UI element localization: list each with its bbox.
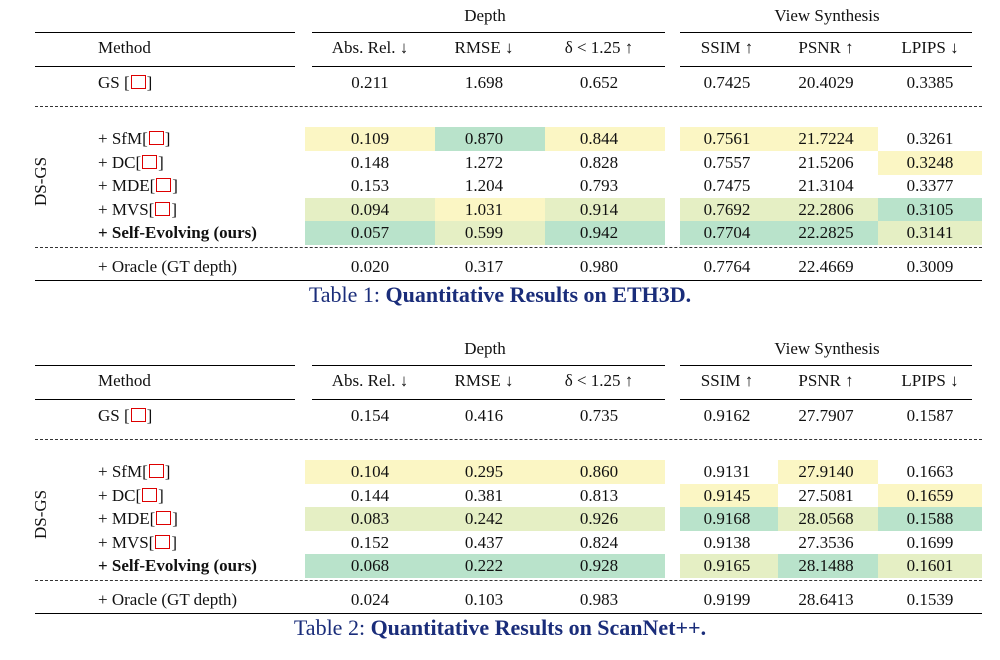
dashed-separator-top — [35, 439, 982, 440]
table-cell: 1.031 — [464, 200, 504, 219]
table-cell: 0.3261 — [906, 129, 954, 148]
oracle-value: 0.024 — [350, 590, 390, 609]
table-cell: 0.437 — [464, 533, 504, 552]
citation-box — [156, 178, 171, 192]
table-cell: 0.813 — [579, 486, 619, 505]
table-cell: 21.3104 — [798, 176, 854, 195]
oracle-value: 0.103 — [464, 590, 504, 609]
oracle-value: 0.7764 — [703, 257, 751, 276]
header-col-1: Abs. Rel. ↓ — [331, 38, 409, 57]
method-name: + Self-Evolving (ours) — [98, 223, 257, 242]
oracle-value: 0.317 — [464, 257, 504, 276]
table-cell: 0.9165 — [703, 556, 751, 575]
dashed-separator-top — [35, 106, 982, 107]
group-header-depth: Depth — [464, 339, 506, 358]
table-cell: 0.7692 — [703, 200, 751, 219]
method-name: + MVS[ — [98, 200, 155, 219]
method-suffix: ] — [146, 73, 153, 92]
dashed-separator-bottom — [35, 247, 982, 248]
baseline-value: 0.154 — [350, 406, 390, 425]
table-cell: 0.870 — [464, 129, 504, 148]
citation-box — [149, 131, 164, 145]
table-cell: 27.3536 — [798, 533, 854, 552]
table-cell: 0.1699 — [906, 533, 954, 552]
baseline-value: 27.7907 — [798, 406, 854, 425]
caption-title: Quantitative Results on ScanNet++. — [370, 615, 707, 640]
caption-title: Quantitative Results on ETH3D. — [385, 282, 692, 307]
table-cell: 0.599 — [464, 223, 504, 242]
table-cell: 0.083 — [350, 509, 390, 528]
method-name: + MVS[ — [98, 533, 155, 552]
method-row-label — [98, 508, 178, 530]
table-cell: 0.9131 — [703, 462, 751, 481]
table-cell: 0.3377 — [906, 176, 954, 195]
header-col-3: δ < 1.25 ↑ — [564, 371, 634, 390]
citation-box — [142, 155, 157, 169]
citation-box — [131, 408, 146, 422]
table-cell: 0.068 — [350, 556, 390, 575]
citation-box — [155, 535, 170, 549]
table-cell: 0.152 — [350, 533, 390, 552]
method-name: + Oracle (GT depth) — [98, 590, 238, 609]
method-name: + MDE[ — [98, 509, 156, 528]
table-cell: 0.844 — [579, 129, 619, 148]
dashed-separator-bottom — [35, 580, 982, 581]
method-suffix: ] — [164, 462, 171, 481]
header-method: Method — [98, 38, 151, 57]
table-cell: 0.7475 — [703, 176, 751, 195]
header-col-2: RMSE ↓ — [454, 371, 514, 390]
rule-top — [35, 32, 295, 33]
rule-depth-group — [312, 32, 665, 33]
baseline-value: 0.211 — [351, 73, 389, 92]
table-cell: 28.1488 — [798, 556, 854, 575]
method-name: GS [ — [98, 406, 130, 425]
table-cell: 0.7561 — [703, 129, 751, 148]
baseline-value: 1.698 — [464, 73, 504, 92]
baseline-value: 0.1587 — [906, 406, 954, 425]
caption-prefix: Table 1: — [308, 282, 381, 307]
oracle-value: 0.3009 — [906, 257, 954, 276]
table-cell: 0.148 — [350, 153, 390, 172]
caption-prefix: Table 2: — [293, 615, 366, 640]
baseline-value: 0.416 — [464, 406, 504, 425]
group-header-view-synthesis: View Synthesis — [774, 339, 880, 358]
table-cell: 0.824 — [579, 533, 619, 552]
table-cell: 0.242 — [464, 509, 504, 528]
group-header-depth: Depth — [464, 6, 506, 25]
method-row-label — [98, 485, 164, 507]
method-name: + SfM[ — [98, 462, 148, 481]
rule-bottom — [35, 613, 982, 614]
method-suffix: ] — [171, 533, 178, 552]
table-cell: 1.204 — [464, 176, 504, 195]
table-caption — [0, 615, 1000, 641]
oracle-value: 0.1539 — [906, 590, 954, 609]
method-row-label — [98, 175, 178, 197]
method-name: GS [ — [98, 73, 130, 92]
method-suffix: ] — [172, 176, 178, 195]
baseline-value: 0.735 — [579, 406, 619, 425]
rule-bottom — [35, 280, 982, 281]
oracle-value: 28.6413 — [798, 590, 854, 609]
rule-header-method — [35, 399, 295, 400]
oracle-value: 0.980 — [579, 257, 619, 276]
table-cell: 0.3248 — [906, 153, 954, 172]
baseline-value: 0.9162 — [703, 406, 751, 425]
table-cell: 22.2825 — [798, 223, 854, 242]
method-name: + SfM[ — [98, 129, 148, 148]
method-row-label — [98, 222, 257, 244]
table-cell: 0.381 — [464, 486, 504, 505]
rule-view-group — [680, 365, 972, 366]
oracle-value: 0.983 — [579, 590, 619, 609]
table-cell: 22.2806 — [798, 200, 854, 219]
table-cell: 27.9140 — [798, 462, 854, 481]
oracle-value: 22.4669 — [798, 257, 854, 276]
header-col-4: SSIM ↑ — [700, 38, 754, 57]
citation-box — [131, 75, 146, 89]
group-header-view-synthesis: View Synthesis — [774, 6, 880, 25]
row-group-label-ds-gs: DS-GS — [31, 156, 50, 206]
method-row-label — [98, 199, 177, 221]
table-cell: 0.094 — [350, 200, 390, 219]
baseline-value: 0.3385 — [906, 73, 954, 92]
method-name: + DC[ — [98, 486, 142, 505]
method-row-label — [98, 555, 257, 577]
table-cell: 0.057 — [350, 223, 390, 242]
baseline-value: 20.4029 — [798, 73, 854, 92]
method-row-label — [98, 128, 170, 150]
table-cell: 0.9138 — [703, 533, 751, 552]
method-name: + DC[ — [98, 153, 142, 172]
method-name: + MDE[ — [98, 176, 156, 195]
method-suffix: ] — [164, 129, 171, 148]
table-cell: 0.109 — [350, 129, 390, 148]
table-cell: 0.104 — [350, 462, 390, 481]
table-cell: 27.5081 — [798, 486, 854, 505]
rule-depth-group — [312, 365, 665, 366]
table-cell: 0.793 — [579, 176, 619, 195]
header-col-4: SSIM ↑ — [700, 371, 754, 390]
oracle-value: 0.020 — [350, 257, 390, 276]
header-method: Method — [98, 371, 151, 390]
header-col-3: δ < 1.25 ↑ — [564, 38, 634, 57]
table-cell: 0.153 — [350, 176, 390, 195]
table-cell: 0.928 — [579, 556, 619, 575]
oracle-method — [98, 256, 237, 278]
rule-header-depth — [312, 66, 665, 67]
table-cell: 0.828 — [579, 153, 619, 172]
table-cell: 0.7557 — [703, 153, 751, 172]
method-suffix: ] — [172, 509, 178, 528]
header-col-6: LPIPS ↓ — [901, 371, 959, 390]
table-scannetpp — [0, 333, 1000, 643]
table-cell: 0.7704 — [703, 223, 751, 242]
table-cell: 0.1663 — [906, 462, 954, 481]
baseline-value: 0.7425 — [703, 73, 751, 92]
citation-box — [149, 464, 164, 478]
row-group-label-ds-gs: DS-GS — [31, 489, 50, 539]
rule-header-method — [35, 66, 295, 67]
citation-box — [142, 488, 157, 502]
header-col-5: PSNR ↑ — [798, 38, 854, 57]
table-cell: 0.9168 — [703, 509, 751, 528]
table-cell: 0.9145 — [703, 486, 751, 505]
table-caption — [0, 282, 1000, 308]
table-cell: 0.860 — [579, 462, 619, 481]
table-cell: 0.222 — [464, 556, 504, 575]
table-cell: 0.3141 — [906, 223, 954, 242]
table-cell: 28.0568 — [798, 509, 854, 528]
header-col-1: Abs. Rel. ↓ — [331, 371, 409, 390]
rule-top — [35, 365, 295, 366]
citation-box — [155, 202, 170, 216]
header-col-2: RMSE ↓ — [454, 38, 514, 57]
baseline-method — [98, 72, 152, 94]
table-cell: 0.3105 — [906, 200, 954, 219]
header-col-6: LPIPS ↓ — [901, 38, 959, 57]
table-cell: 21.5206 — [798, 153, 854, 172]
table-cell: 21.7224 — [798, 129, 854, 148]
baseline-method — [98, 405, 152, 427]
table-cell: 0.1588 — [906, 509, 954, 528]
table-eth3d — [0, 0, 1000, 310]
table-cell: 0.942 — [579, 223, 619, 242]
baseline-value: 0.652 — [579, 73, 619, 92]
table-cell: 1.272 — [464, 153, 504, 172]
table-cell: 0.1601 — [906, 556, 954, 575]
method-row-label — [98, 532, 177, 554]
header-col-5: PSNR ↑ — [798, 371, 854, 390]
rule-header-view — [680, 66, 972, 67]
table-cell: 0.144 — [350, 486, 390, 505]
table-cell: 0.914 — [579, 200, 619, 219]
method-suffix: ] — [146, 406, 153, 425]
table-cell: 0.926 — [579, 509, 619, 528]
method-suffix: ] — [158, 486, 164, 505]
rule-header-view — [680, 399, 972, 400]
method-row-label — [98, 461, 170, 483]
rule-view-group — [680, 32, 972, 33]
method-row-label — [98, 152, 164, 174]
table-cell: 0.1659 — [906, 486, 954, 505]
citation-box — [156, 511, 171, 525]
oracle-method — [98, 589, 237, 611]
method-name: + Self-Evolving (ours) — [98, 556, 257, 575]
oracle-value: 0.9199 — [703, 590, 751, 609]
rule-header-depth — [312, 399, 665, 400]
method-suffix: ] — [171, 200, 178, 219]
method-suffix: ] — [158, 153, 164, 172]
table-cell: 0.295 — [464, 462, 504, 481]
method-name: + Oracle (GT depth) — [98, 257, 238, 276]
